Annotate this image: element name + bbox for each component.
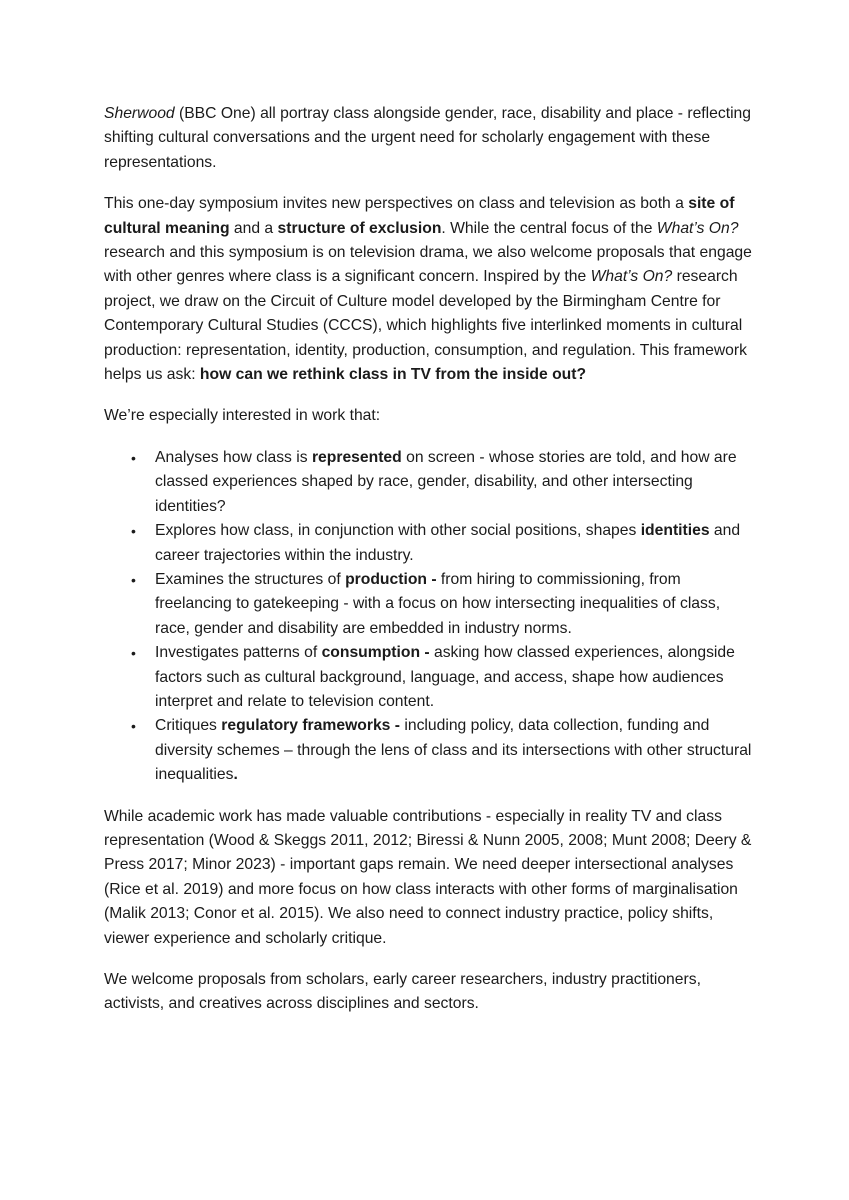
paragraph-interests-intro: We’re especially interested in work that: [104, 407, 381, 425]
list-item: • Analyses how class is represented on screen - whose stories are told, and how are classed experiences shaped by race, gender, disability, and other intersecting identities? [155, 446, 752, 519]
list-item: • Explores how class, in conjunction with other social positions, shapes identities and career trajectories within the industry. [155, 519, 752, 568]
document-body [104, 102, 752, 1034]
project-title-whats-on: What’s On? [590, 268, 673, 286]
bullet-icon: • [131, 645, 136, 662]
bullet-icon: • [131, 449, 136, 466]
paragraph-intro-continuation: Sherwood (BBC One) all portray class alongside gender, race, disability and place - reflecting shifting cultural conversations and the urgent need for scholarly engagement with these representations. [104, 105, 752, 171]
bullet-icon: • [131, 523, 136, 540]
bullet-icon: • [131, 571, 136, 588]
interest-list [104, 446, 752, 788]
paragraph-call-for-proposals: We welcome proposals from scholars, early career researchers, industry practitioners, activists, and creatives across disciplines and sectors. [104, 971, 701, 1013]
paragraph-research-gaps: While academic work has made valuable contributions - especially in reality TV and class representation (Wood & Skeggs 2011, 2012; Biressi & Nunn 2005, 2008; Munt 2008; Deery & Press 2017; Minor 2023) - important gaps remain. We need deeper intersectional analyses (Rice et al. 2019) and more focus on how class interacts with other forms of marginalisation (Malik 2013; Conor et al. 2015). We also need to connect industry practice, policy shifts, viewer experience and scholarly critique. [104, 807, 752, 947]
bullet-icon: • [131, 718, 136, 735]
show-title-sherwood: Sherwood [104, 105, 175, 122]
paragraph-symposium-description: This one-day symposium invites new perspectives on class and television as both a site of cultural meaning and a structure of exclusion. While the central focus of the What’s On? research and this symposium is on television drama, we also welcome proposals that engage with other genres where class is a significant concern. Inspired by the What’s On? research project, we draw on the Circuit of Culture model developed by the Birmingham Centre for Contemporary Cultural Studies (CCCS), which highlights five interlinked moments in cultural production: representation, identity, production, consumption, and regulation. This framework helps us ask: how can we rethink class in TV from the inside out? [104, 195, 752, 384]
list-item: • Examines the structures of production - from hiring to commissioning, from freelancing to gatekeeping - with a focus on how intersecting inequalities of class, race, gender and disability are embedded in industry norms. [155, 568, 752, 641]
emphasis-key-question: how can we rethink class in TV from the inside out? [199, 366, 587, 384]
emphasis-site-of-cultural-meaning: site of cultural meaning [104, 195, 735, 237]
emphasis-structure-of-exclusion: structure of exclusion [277, 219, 442, 237]
project-title-whats-on: What’s On? [656, 219, 739, 237]
list-item: • Critiques regulatory frameworks - including policy, data collection, funding and diversity schemes – through the lens of class and its intersections with other structural inequalities. [155, 714, 752, 787]
list-item: • Investigates patterns of consumption - asking how classed experiences, alongside factors such as cultural background, language, and access, shape how audiences interpret and relate to television content. [155, 641, 752, 714]
